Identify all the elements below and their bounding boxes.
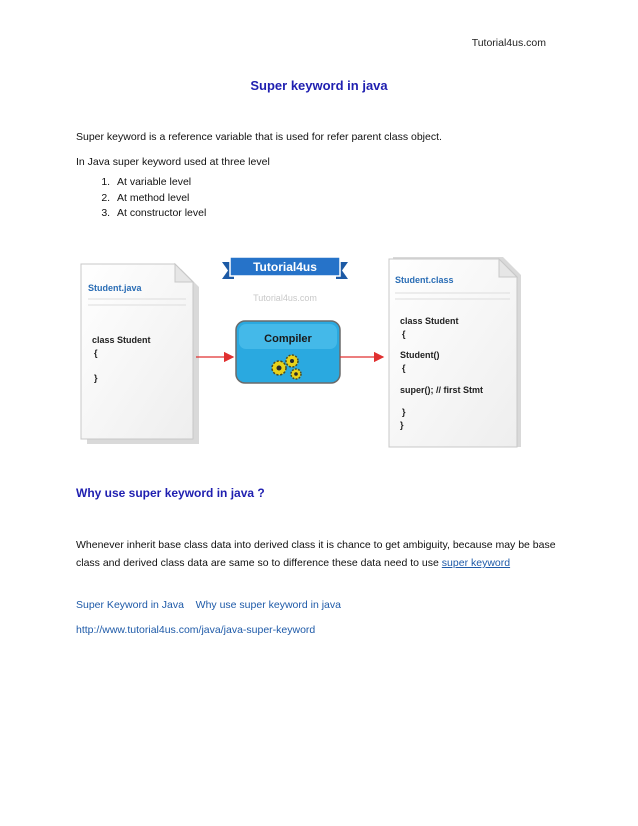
figure-watermark: Tutorial4us.com [253, 293, 317, 303]
related-links [76, 599, 341, 611]
source-code-line: { [94, 348, 98, 358]
class-filename: Student.class [395, 275, 454, 285]
levels-list [76, 175, 206, 222]
section-paragraph [76, 536, 566, 572]
header-site-name: Tutorial4us.com [471, 37, 546, 49]
class-code-line: class Student [400, 316, 459, 326]
why-use-super-keyword-link[interactable]: Why use super keyword in java [195, 599, 341, 611]
class-code-line: { [402, 329, 406, 339]
compiler-box [236, 321, 340, 383]
class-code-line: } [400, 420, 404, 430]
class-code-line: { [402, 363, 406, 373]
source-url-link[interactable]: http://www.tutorial4us.com/java/java-super-keyword [76, 624, 316, 636]
section-heading: Why use super keyword in java ? [76, 486, 265, 500]
compiler-label: Compiler [264, 333, 312, 345]
list-item: 3. At constructor level [113, 206, 206, 222]
page-title: Super keyword in java [250, 78, 388, 93]
source-code-line: } [94, 373, 98, 383]
list-item: 2. At method level [113, 191, 206, 207]
class-code-line: Student() [400, 350, 440, 360]
super-keyword-in-java-link[interactable]: Super Keyword in Java [76, 599, 184, 611]
class-file-document [389, 257, 521, 447]
class-code-line: } [402, 407, 406, 417]
list-item: 1. At variable level [113, 175, 206, 191]
source-filename: Student.java [88, 283, 142, 293]
compile-diagram [78, 255, 523, 451]
super-keyword-link[interactable]: super keyword [441, 557, 511, 569]
intro-paragraph-2: In Java super keyword used at three level [76, 156, 270, 168]
section-paragraph-text: Whenever inherit base class data into derived class it is chance to get ambiguity, because may be base class and derived class data are same so to difference these data need to use [76, 539, 556, 569]
source-code-line: class Student [92, 335, 151, 345]
source-file-document [81, 264, 199, 444]
banner-title: Tutorial4us [253, 260, 317, 274]
tutorial4us-banner [222, 257, 348, 279]
class-code-line: super(); // first Stmt [400, 385, 484, 395]
intro-paragraph-1: Super keyword is a reference variable that is used for refer parent class object. [76, 131, 442, 143]
